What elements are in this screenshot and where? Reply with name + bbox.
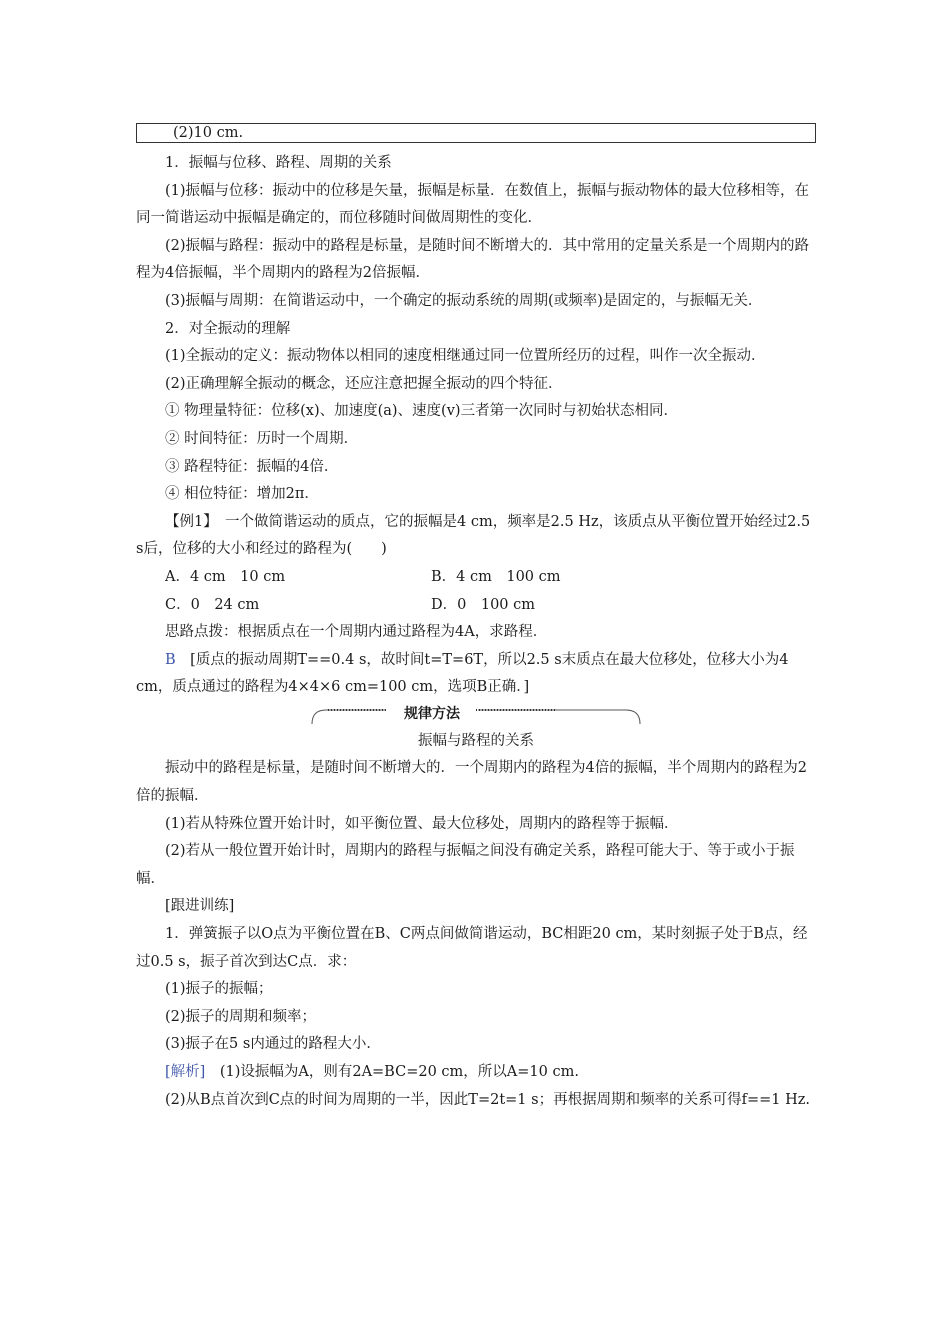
- question-part: (1)振子的振幅；: [165, 981, 273, 998]
- feature-item: ③ 路程特征：振幅的4倍．: [165, 458, 339, 475]
- question-part: (2)振子的周期和频率；: [165, 1008, 317, 1025]
- solution-tag: [解析]: [165, 1064, 206, 1080]
- option-c: C．0 24 cm: [165, 596, 260, 613]
- paragraph: (1)全振动的定义：振动物体以相同的速度相继通过同一位置所经历的过程，叫作一次全振动．: [165, 348, 766, 365]
- example-question: [136, 509, 816, 564]
- answer-letter: B: [165, 651, 176, 668]
- option-b: B．4 cm 100 cm: [431, 568, 561, 585]
- example-text: 一个做简谐运动的质点，它的振幅是4 cm，频率是2.5 Hz，该质点从平衡位置开始经过2.5 s后，位移的大小和经过的路程为( ): [136, 513, 811, 558]
- example-tag: 【例1】: [165, 513, 211, 530]
- follow-up-heading: [跟进训练]: [165, 898, 235, 915]
- answer-box: [136, 123, 816, 143]
- answer-box-text: (2)10 cm.: [173, 125, 244, 141]
- answer-text: [质点的振动周期T==0.4 s，故时间t=T=6T，所以2.5 s末质点在最大位移处，位移大小为4 cm，质点通过的路程为4×4×6 cm=100 cm，选项B正确．]: [136, 651, 789, 696]
- paragraph: (2)振幅与路程：振动中的路程是标量，是随时间不断增大的．其中常用的定量关系是一个周期内的路程为4倍振幅，半个周期内的路程为2倍振幅．: [136, 237, 810, 282]
- paragraph: (1)若从特殊位置开始计时，如平衡位置、最大位移处，周期内的路程等于振幅．: [165, 815, 679, 832]
- paragraph: (2)正确理解全振动的概念，还应注意把握全振动的四个特征．: [165, 375, 563, 392]
- hint: 思路点拨：根据质点在一个周期内通过路程为4A，求路程．: [165, 624, 548, 641]
- option-a: A．4 cm 10 cm: [165, 568, 286, 585]
- question-part: (3)振子在5 s内通过的路程大小．: [165, 1036, 381, 1053]
- method-title: 振幅与路程的关系: [418, 732, 534, 749]
- main-content: [136, 150, 816, 1114]
- feature-item: ② 时间特征：历时一个周期．: [165, 430, 359, 447]
- question-1: 1．弹簧振子以O点为平衡位置在B、C两点间做简谐运动，BC相距20 cm，某时刻振子处于B点，经过0.5 s，振子首次到达C点．求：: [136, 926, 808, 970]
- paragraph: (3)振幅与周期：在简谐运动中，一个确定的振动系统的周期(或频率)是固定的，与振幅无关．: [165, 292, 763, 309]
- options-row-1: [136, 564, 816, 592]
- paragraph: (1)振幅与位移：振动中的位移是矢量，振幅是标量．在数值上，振幅与振动物体的最大位移相等，在同一简谐运动中振幅是确定的，而位移随时间做周期性的变化．: [136, 182, 810, 227]
- solution-text: (1)设振幅为A，则有2A=BC=20 cm，所以A=10 cm.: [205, 1064, 579, 1080]
- solution-2: (2)从B点首次到C点的时间为周期的一半，因此T=2t=1 s；再根据周期和频率的关系可得f==1 Hz.: [165, 1091, 810, 1108]
- feature-item: ④ 相位特征：增加2π．: [165, 486, 319, 503]
- paragraph: 振动中的路程是标量，是随时间不断增大的．一个周期内的路程为4倍的振幅，半个周期内的路程为2倍的振幅．: [136, 760, 807, 805]
- options-row-2: [136, 592, 816, 620]
- feature-item: ① 物理量特征：位移(x)、加速度(a)、速度(v)三者第一次同时与初始状态相同．: [165, 403, 679, 420]
- banner-decoration: [306, 706, 646, 726]
- option-d: D．0 100 cm: [431, 596, 536, 613]
- method-banner: [136, 704, 816, 728]
- section-heading-2: 2．对全振动的理解: [165, 320, 291, 337]
- section-heading-1: 1．振幅与位移、路程、周期的关系: [165, 155, 392, 171]
- solution-1: [136, 1059, 816, 1087]
- answer-explanation: [136, 647, 816, 702]
- paragraph: (2)若从一般位置开始计时，周期内的路程与振幅之间没有确定关系，路程可能大于、等于或小于振幅．: [136, 843, 795, 887]
- banner-label: 规律方法: [404, 705, 460, 722]
